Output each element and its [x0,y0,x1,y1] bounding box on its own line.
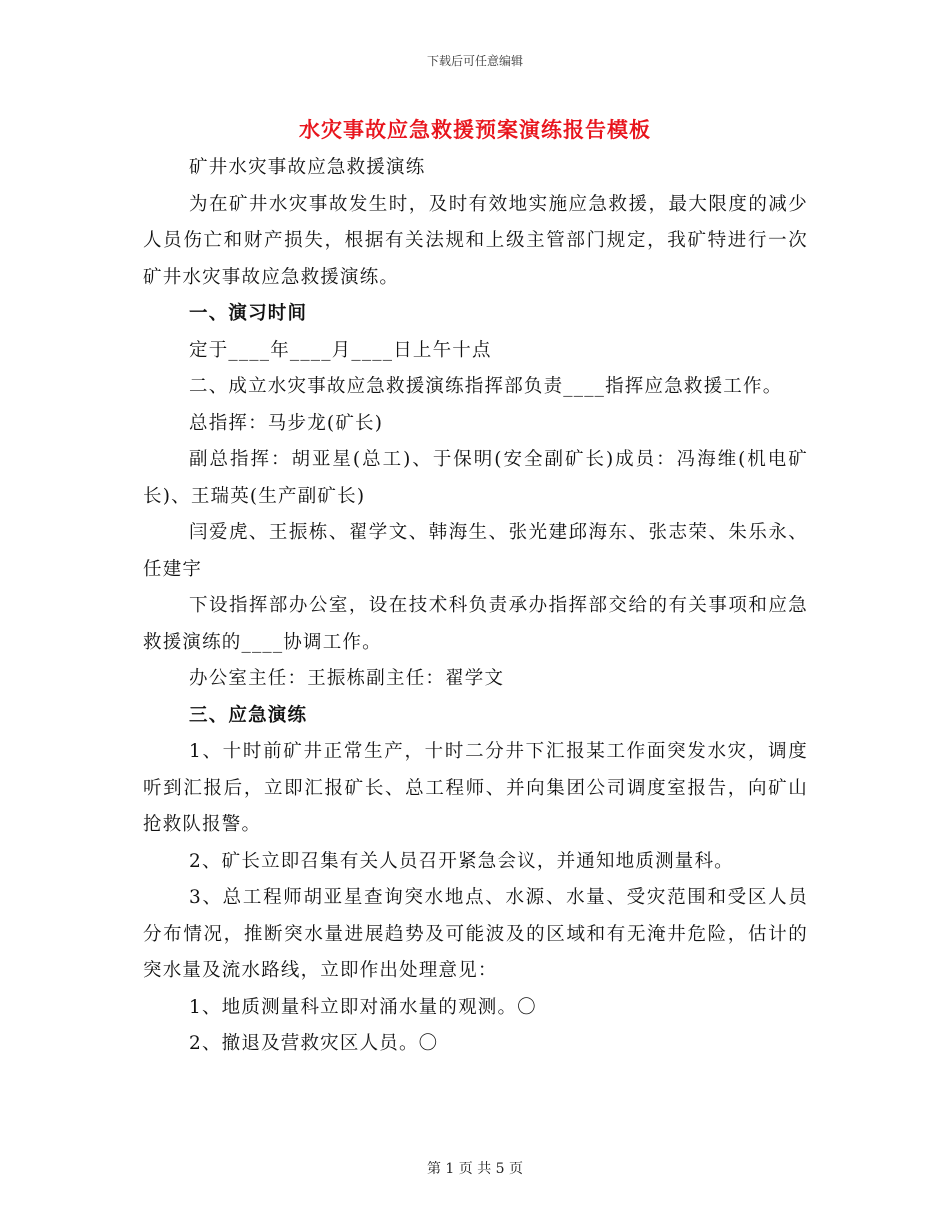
paragraph-drill-date: 定于____年____月____日上午十点 [189,339,492,361]
page-header-note: 下载后可任意编辑 [426,54,523,68]
paragraph-substep-1: 1、地质测量科立即对涌水量的观测。〇 [189,996,537,1018]
paragraph-members: 闫爱虎、王振栋、翟学文、韩海生、张光建邱海东、张志荣、朱乐永、任建宇 [143,522,808,580]
paragraph-drill-name: 矿井水灾事故应急救援演练 [189,157,426,178]
paragraph-office: 下设指挥部办公室，设在技术科负责承办指挥部交给的有关事项和应急救援演练的____协调工作。 [143,595,808,653]
paragraph-substep-2: 2、撤退及营救灾区人员。〇 [189,1033,439,1054]
paragraph-step-2: 2、矿长立即召集有关人员召开紧急会议，并通知地质测量科。 [189,850,734,872]
section-heading-drill-time: 一、演习时间 [189,303,308,324]
paragraph-purpose: 为在矿井水灾事故发生时，及时有效地实施应急救援，最大限度的减少人员伤亡和财产损失，根据有关法规和上级主管部门规定，我矿特进行一次矿井水灾事故应急救援演练。 [143,193,808,288]
paragraph-step-1: 1、十时前矿井正常生产，十时二分井下汇报某工作面突发水灾，调度听到汇报后，立即汇报矿长、总工程师、并向集团公司调度室报告，向矿山抢救队报警。 [143,741,808,835]
document-title: 水灾事故应急救援预案演练报告模板 [299,117,651,142]
document-body [143,150,808,1063]
paragraph-office-director: 办公室主任：王振栋副主任：翟学文 [189,668,505,689]
paragraph-chief-commander: 总指挥：马步龙(矿长) [189,412,384,434]
section-heading-emergency-drill: 三、应急演练 [189,704,308,726]
paragraph-deputy-commanders: 副总指挥：胡亚星(总工)、于保明(安全副矿长)成员：冯海维(机电矿长)、王瑞英(生产副矿长) [143,449,808,507]
paragraph-step-3: 3、总工程师胡亚星查询突水地点、水源、水量、受灾范围和受区人员分布情况，推断突水量进展趋势及可能波及的区域和有无淹井危险，估计的突水量及流水路线，立即作出处理意见： [143,887,808,981]
page-footer-number: 第 1 页 共 5 页 [426,1161,524,1177]
paragraph-command-center: 二、成立水灾事故应急救援演练指挥部负责____指挥应急救援工作。 [189,376,783,397]
